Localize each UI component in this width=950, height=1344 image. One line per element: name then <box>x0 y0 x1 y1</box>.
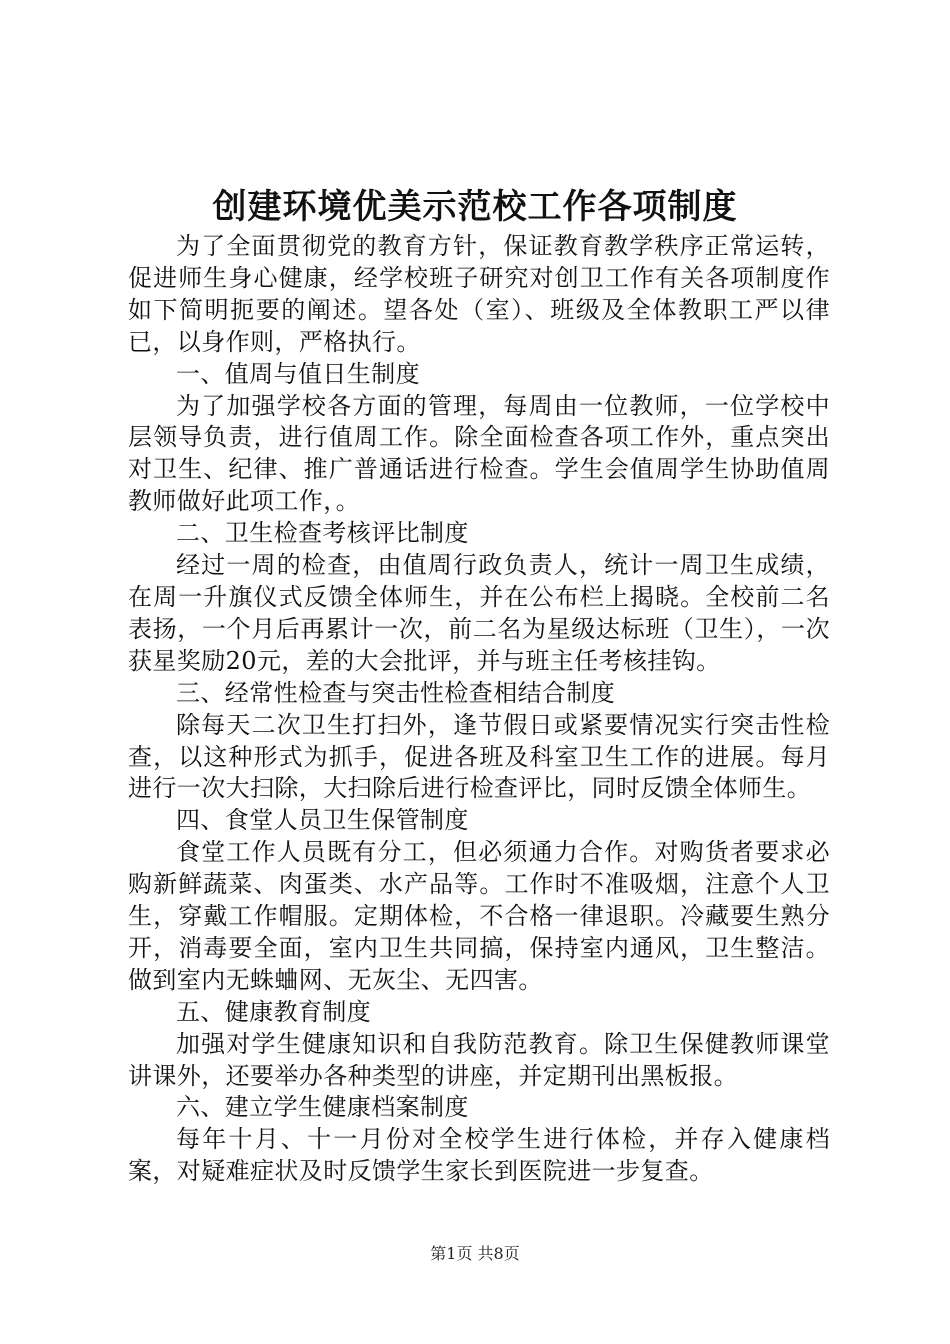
section-heading-5: 五、健康教育制度 <box>176 997 372 1026</box>
document-body <box>128 231 830 1188</box>
section-body-2: 经过一周的检查，由值周行政负责人，统计一周卫生成绩，在周一升旗仪式反馈全体师生，并在公布栏上揭晓。全校前二名表扬，一个月后再累计一次，前二名为星级达标班（卫生），一次获星奖励20元，差的大会批评，并与班主任考核挂钩。 <box>128 551 830 675</box>
section-body-3: 除每天二次卫生打扫外，逢节假日或紧要情况实行突击性检查，以这种形式为抓手，促进各班及科室卫生工作的进展。每月进行一次大扫除，大扫除后进行检查评比，同时反馈全体师生。 <box>128 710 830 803</box>
section-body-5: 加强对学生健康知识和自我防范教育。除卫生保健教师课堂讲课外，还要举办各种类型的讲座，并定期刊出黑板报。 <box>128 1029 830 1090</box>
section-heading-1: 一、值周与值日生制度 <box>176 359 420 388</box>
section-heading-4: 四、食堂人员卫生保管制度 <box>176 806 469 835</box>
page-footer: 第1页 共8页 <box>430 1244 520 1263</box>
section-heading-6: 六、建立学生健康档案制度 <box>176 1093 469 1122</box>
intro-paragraph: 为了全面贯彻党的教育方针，保证教育教学秩序正常运转，促进师生身心健康，经学校班子研究对创卫工作有关各项制度作如下简明扼要的阐述。望各处（室）、班级及全体教职工严以律已，以身作则，严格执行。 <box>128 232 830 356</box>
section-heading-2: 二、卫生检查考核评比制度 <box>176 519 469 548</box>
section-body-4: 食堂工作人员既有分工，但必须通力合作。对购货者要求必购新鲜蔬菜、肉蛋类、水产品等。工作时不准吸烟，注意个人卫生，穿戴工作帽服。定期体检，不合格一律退职。冷藏要生熟分开，消毒要全面，室内卫生共同搞，保持室内通风，卫生整洁。做到室内无蛛蛐网、无灰尘、无四害。 <box>128 838 830 994</box>
section-body-6: 每年十月、十一月份对全校学生进行体检，并存入健康档案，对疑难症状及时反馈学生家长到医院进一步复查。 <box>128 1125 830 1186</box>
document-title: 创建环境优美示范校工作各项制度 <box>212 187 738 227</box>
section-heading-3: 三、经常性检查与突击性检查相结合制度 <box>176 678 616 707</box>
section-body-1: 为了加强学校各方面的管理，每周由一位教师，一位学校中层领导负责，进行值周工作。除全面检查各项工作外，重点突出对卫生、纪律、推广普通话进行检查。学生会值周学生协助值周教师做好此项工作，。 <box>128 391 830 516</box>
